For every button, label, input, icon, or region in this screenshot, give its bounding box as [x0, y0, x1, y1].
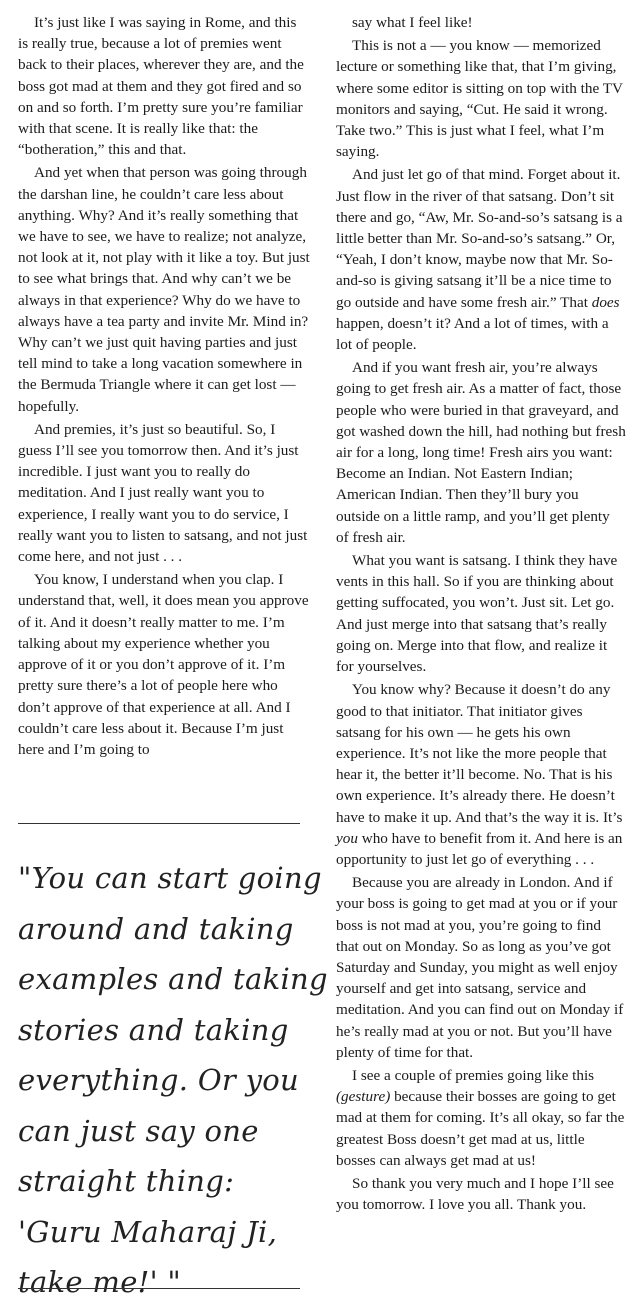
left-paragraph-3: And premies, it’s just so beautiful. So, I guess I’ll see you tomorrow then. And it’s just incredible. I just want you to really do meditation. And I just really want you to experience, I really want you to do service, I really want you to listen to satsang, and not just come here, and not just . . . [18, 420, 308, 566]
paragraph-text: because their bosses are going to get mad at them for coming. It’s all okay, so far the greatest Boss doesn’t get mad at us, little bosses can always get mad at us! [336, 1088, 625, 1169]
right-paragraph-5: What you want is satsang. I think they have vents in this hall. So if you are thinking about getting suffocated, you won’t. Just sit. Let go. And just merge into that satsang that’s really going on. Merge into that flow, and realize it for yourselves. [336, 552, 618, 676]
paragraph-text: And just let go of that mind. Forget about it. Just flow in the river of that satsang. Don’t sit there and go, “Aw, Mr. So-and-so’s satsang is a little better than Mr. So-and-so’s satsang.” Or, “Yeah, I don’t know, maybe now that Mr. So-and-so is giving satsang it’ll be a nice time to go outside and have some fresh air.” That [336, 166, 623, 311]
pull-quote-line: can just say one [18, 1113, 259, 1148]
left-paragraph-4: You know, I understand when you clap. I understand that, well, it does mean you approve of it. And it doesn’t really matter to me. I’m talking about my experience whether you approve of it or you don’t approve of it. I’m pretty sure there’s a lot of people here who don’t approve of that experience at all. And I couldn’t care less about it. Because I’m just here and I’m going to [18, 571, 309, 758]
pull-quote-line: 'Guru Maharaj Ji, [18, 1214, 278, 1249]
paragraph-text: I see a couple of premies going like this [352, 1066, 595, 1084]
paragraph-text: happen, doesn’t it? And a lot of times, with a lot of people. [336, 314, 609, 354]
left-column [18, 12, 310, 762]
pull-quote [18, 853, 328, 1308]
right-paragraph-9: So thank you very much and I hope I’ll see you tomorrow. I love you all. Thank you. [336, 1174, 614, 1214]
quote-bottom-divider [18, 1288, 300, 1289]
pull-quote-line: "You can start going [18, 861, 322, 895]
right-column [336, 12, 626, 1217]
emphasis-text: (gesture) [336, 1088, 391, 1106]
right-paragraph-8 [336, 1065, 626, 1171]
emphasis-text: you [336, 829, 358, 847]
right-paragraph-2: This is not a — you know — memorized lecture or something like that, that I’m giving, where some editor is sitting on top with the TV monitors and saying, “Cut. He said it wrong. Take two.” This is just what I feel, what I’m saying. [336, 37, 623, 161]
left-paragraph-2: And yet when that person was going through the darshan line, he couldn’t care less about anything. Why? And it’s really something that we have to see, we have to realize; not analyze, not look at it, not play with it like a toy. But just to see what brings that. And why can’t we be always in that experience? Why do we have to always have a tea party and invite Mr. Mind in? Why can’t we just quit having parties and just tell mind to take a long vacation somewhere in the Bermuda Triangle where it can get lost — hopefully. [18, 164, 310, 415]
paragraph-text: You know why? Because it doesn’t do any good to that initiator. That initiator gives satsang for his own — he gets his own experience. It’s not like the more people that hear it, the better it’ll become. No. That is his own experience. It’s already there. He doesn’t have to make it up. And that’s the way it is. It’s [336, 681, 623, 826]
pull-quote-line: take me!' " [18, 1265, 182, 1299]
right-paragraph-6 [336, 679, 626, 870]
right-paragraph-4: And if you want fresh air, you’re always going to get fresh air. As a matter of fact, those people who were buried in that graveyard, and got washed down the hill, had nothing but fresh air for a long, long time! Fresh airs you want: Become an Indian. Not Eastern Indian; American Indian. Then they’ll bury you outside on a little ramp, and you’ll get plenty of fresh air. [336, 359, 626, 546]
emphasis-text: does [591, 293, 620, 311]
left-paragraph-1: It’s just like I was saying in Rome, and this is really true, because a lot of premies went back to their places, wherever they are, and the boss got mad at them and they got fired and so on and so forth. I’m pretty sure you’re familiar with that scene. It is really like that: the “botheration,” this and that. [18, 14, 304, 159]
paragraph-text: who have to benefit from it. And here is an opportunity to just let go of everything . . . [336, 829, 623, 868]
pull-quote-line: around and taking [18, 911, 294, 946]
pull-quote-line: straight thing: [18, 1164, 235, 1198]
right-paragraph-7: Because you are already in London. And if your boss is going to get mad at you or if your boss is not mad at you, you’re going to find that out on Monday. So as long as you’ve got Saturday and Sunday, you might as well enjoy yourself and get into satsang, service and meditation. And you can find out on Monday if he’s really mad at you or not. But you’ll have plenty of time for that. [336, 874, 624, 1061]
right-paragraph-1: say what I feel like! [352, 14, 473, 31]
quote-top-divider [18, 823, 300, 824]
right-paragraph-3 [336, 164, 626, 355]
pull-quote-line: everything. Or you [18, 1063, 300, 1097]
pull-quote-line: examples and taking [18, 962, 328, 996]
pull-quote-line: stories and taking [18, 1012, 289, 1047]
